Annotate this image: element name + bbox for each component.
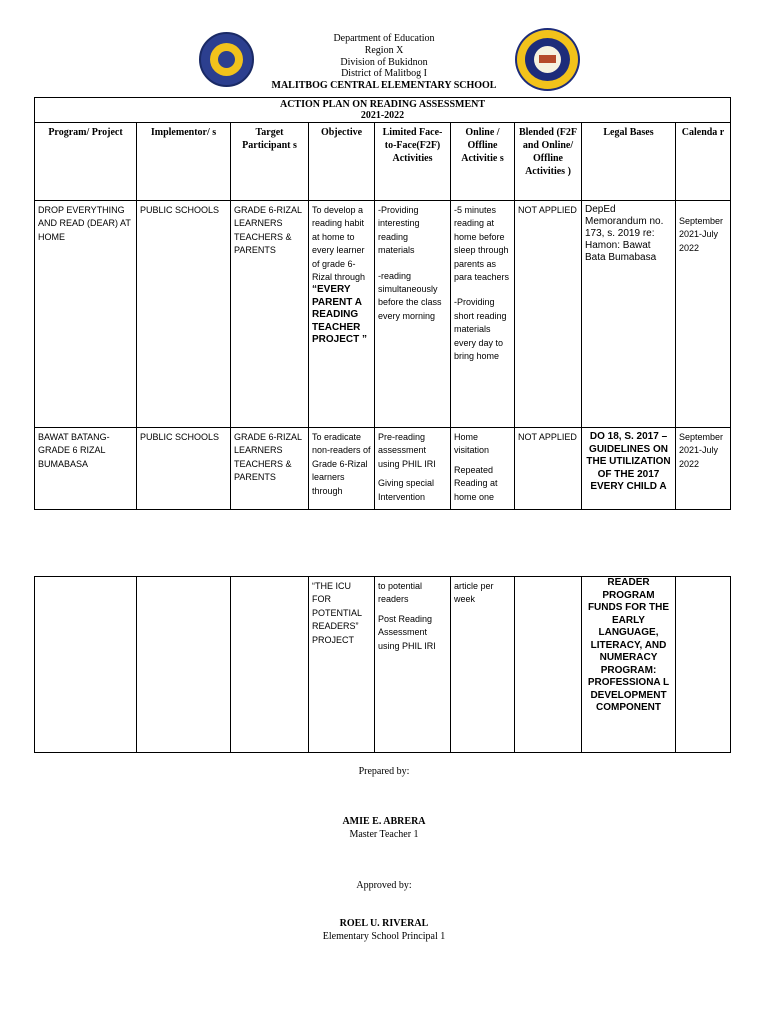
- legal-cell: DepEd Memorandum no. 173, s. 2019 re: Hamon: Bawat Bata Bumabasa: [582, 201, 676, 428]
- objective-cell: “THE ICU FOR POTENTIAL READERS” PROJECT: [309, 577, 375, 753]
- table-row: [35, 428, 731, 510]
- implementor-cell: [137, 577, 231, 753]
- approved-by-name: ROEL U. RIVERAL: [339, 918, 429, 929]
- header-district: District of Malitbog I: [341, 68, 427, 79]
- header-department: Department of Education: [333, 33, 435, 44]
- f2f-activity: Post Reading Assessment using PHIL IRI: [378, 613, 436, 651]
- legal-cell: DO 18, S. 2017 – GUIDELINES ON THE UTILIZATION OF THE 2017 EVERY CHILD A: [582, 428, 676, 510]
- continuation-table: [34, 576, 731, 753]
- prepared-by-name: AMIE E. ABRERA: [342, 816, 426, 827]
- objective-text: To develop a reading habit at home to every learner of grade 6-Rizal through: [312, 205, 366, 283]
- table-year: 2021-2022: [360, 110, 405, 121]
- approved-by-label: Approved by:: [356, 880, 412, 891]
- col-header-blended: Blended (F2F and Online/ Offline Activities ): [515, 123, 582, 201]
- calendar-cell: [676, 577, 731, 753]
- col-header-legal: Legal Bases: [582, 123, 676, 201]
- online-cell: [451, 201, 515, 428]
- prepared-by-label: Prepared by:: [358, 766, 410, 777]
- objective-cell: [309, 201, 375, 428]
- blended-cell: NOT APPLIED: [515, 201, 582, 428]
- table-title-cell: [35, 98, 731, 123]
- col-header-implementor: Implementor/ s: [137, 123, 231, 201]
- prepared-by-title: Master Teacher 1: [349, 829, 419, 840]
- online-activity: -Providing short reading materials every day to bring home: [454, 297, 507, 362]
- blended-cell: NOT APPLIED: [515, 428, 582, 510]
- header-division: Division of Bukidnon: [340, 57, 428, 68]
- f2f-cell: [375, 428, 451, 510]
- objective-emphasis: “EVERY PARENT A READING TEACHER PROJECT ”: [312, 284, 368, 346]
- f2f-activity: -reading simultaneously before the class every morning: [378, 270, 442, 321]
- action-plan-table: [34, 97, 731, 510]
- table-title: ACTION PLAN ON READING ASSESSMENT: [279, 99, 486, 110]
- calendar-cell: September 2021-July 2022: [676, 201, 731, 428]
- school-name: MALITBOG CENTRAL ELEMENTARY SCHOOL: [271, 80, 497, 91]
- online-cell: [451, 428, 515, 510]
- implementor-cell: PUBLIC SCHOOLS: [137, 428, 231, 510]
- online-activity: -5 minutes reading at home before sleep through parents as para teachers: [454, 205, 510, 283]
- online-activity: Home visitation: [454, 432, 490, 456]
- legal-cell: READER PROGRAM FUNDS FOR THE EARLY LANGUAGE, LITERACY, AND NUMERACY PROGRAM: PROFESSIONA L DEVELOPMENT COMPONENT: [582, 577, 676, 753]
- f2f-activity: -Providing interesting reading materials: [378, 205, 420, 256]
- header-region: Region X: [364, 45, 404, 56]
- col-header-calendar: Calenda r: [676, 123, 731, 201]
- participants-cell: GRADE 6-RIZAL LEARNERS TEACHERS & PARENTS: [231, 428, 309, 510]
- participants-cell: GRADE 6-RIZAL LEARNERS TEACHERS & PARENTS: [231, 201, 309, 428]
- table-row: [35, 577, 731, 753]
- approved-by-title: Elementary School Principal 1: [322, 931, 446, 942]
- column-header-row: [35, 123, 731, 201]
- blended-cell: [515, 577, 582, 753]
- f2f-activity: to potential readers: [378, 581, 423, 605]
- f2f-cell: [375, 201, 451, 428]
- f2f-cell: [375, 577, 451, 753]
- col-header-target: Target Participant s: [231, 123, 309, 201]
- program-cell: DROP EVERYTHING AND READ (DEAR) AT HOME: [35, 201, 137, 428]
- table-row: [35, 201, 731, 428]
- implementor-cell: PUBLIC SCHOOLS: [137, 201, 231, 428]
- f2f-activity: Pre-reading assessment using PHIL IRI: [378, 432, 436, 469]
- col-header-online: Online / Offline Activitie s: [451, 123, 515, 201]
- program-cell: [35, 577, 137, 753]
- col-header-program: Program/ Project: [35, 123, 137, 201]
- program-cell: BAWAT BATANG-GRADE 6 RIZAL BUMABASA: [35, 428, 137, 510]
- f2f-activity: Giving special Intervention: [378, 478, 435, 502]
- participants-cell: [231, 577, 309, 753]
- objective-cell: To eradicate non-readers of Grade 6-Rizal learners through: [309, 428, 375, 510]
- calendar-cell: September 2021-July 2022: [676, 428, 731, 510]
- online-cell: article per week: [451, 577, 515, 753]
- online-activity: Repeated Reading at home one: [454, 464, 498, 502]
- col-header-objective: Objective: [309, 123, 375, 201]
- col-header-f2f: Limited Face-to-Face(F2F) Activities: [375, 123, 451, 201]
